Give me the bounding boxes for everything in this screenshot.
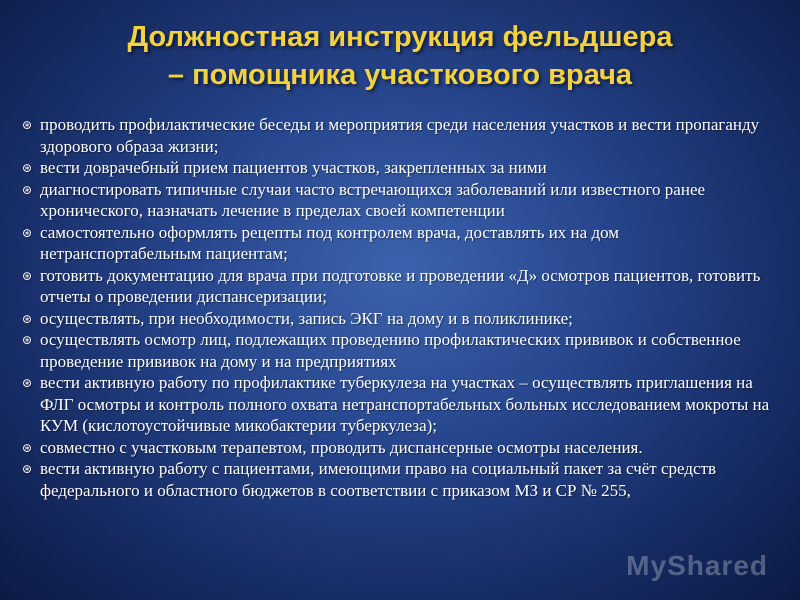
list-item-text: самостоятельно оформлять рецепты под контролем врача, доставлять их на дом нетранспортабельным пациентам; [40,222,620,263]
feather-quill-icon: ⊛ [22,225,33,240]
list-item [22,372,782,437]
list-item [22,265,782,308]
list-item [22,179,782,222]
feather-quill-icon: ⊛ [22,462,33,476]
feather-quill-icon: ⊛ [22,118,33,132]
list-item [22,458,782,501]
list-item [22,114,782,157]
list-item [22,308,782,330]
slide-title [20,18,780,94]
bullet-list [22,114,782,501]
list-item-text: вести активную работу по профилактике туберкулеза на участках – осуществлять приглашения на ФЛГ осмотры и контроль полного охвата нетранспортабельных больных исследованием мокроты на КУМ (кислотоустойчивые микобактерии туберкулеза); [40,373,770,435]
list-item [22,222,782,265]
list-item [22,329,782,372]
list-item-text: готовить документацию для врача при подготовке и проведении «Д» осмотров пациентов, готовить отчеты о проведении диспансеризации; [40,265,761,306]
list-item-text: осуществлять осмотр лиц, подлежащих проведению профилактических прививок и собственное проведение прививок на дому и на предприятиях [40,330,741,371]
list-item-text: осуществлять, при необходимости, запись ЭКГ на дому и в поликлинике; [40,308,573,328]
title-line-2: – помощника участкового врача [167,59,633,91]
list-item-text: совместно с участковым терапевтом, проводить диспансерные осмотры населения. [40,437,643,457]
list-item-text: проводить профилактические беседы и мероприятия среди населения участков и вести пропаганду здорового образа жизни; [40,115,760,156]
list-item [22,157,782,179]
feather-quill-icon: ⊛ [22,311,33,326]
list-item-text: вести доврачебный прием пациентов участков, закрепленных за ними [40,158,547,177]
feather-quill-icon: ⊛ [22,182,33,197]
feather-quill-icon: ⊛ [22,268,33,283]
list-item-text: вести активную работу с пациентами, имеющими право на социальный пакет за счёт средств федерального и областного бюджетов в соответствии с приказом МЗ и СР № 255, [40,459,716,500]
title-line-1: Должностная инструкция фельдшера [127,21,673,53]
list-item [22,437,782,459]
watermark-logo: MyShared [626,550,768,581]
feather-quill-icon: ⊛ [22,376,33,390]
list-item-text: диагностировать типичные случаи часто встречающихся заболеваний или известного ранее хронического, назначать лечение в пределах своей компетенции [40,179,706,220]
feather-quill-icon: ⊛ [22,440,33,455]
feather-quill-icon: ⊛ [22,333,33,347]
feather-quill-icon: ⊛ [22,161,33,175]
